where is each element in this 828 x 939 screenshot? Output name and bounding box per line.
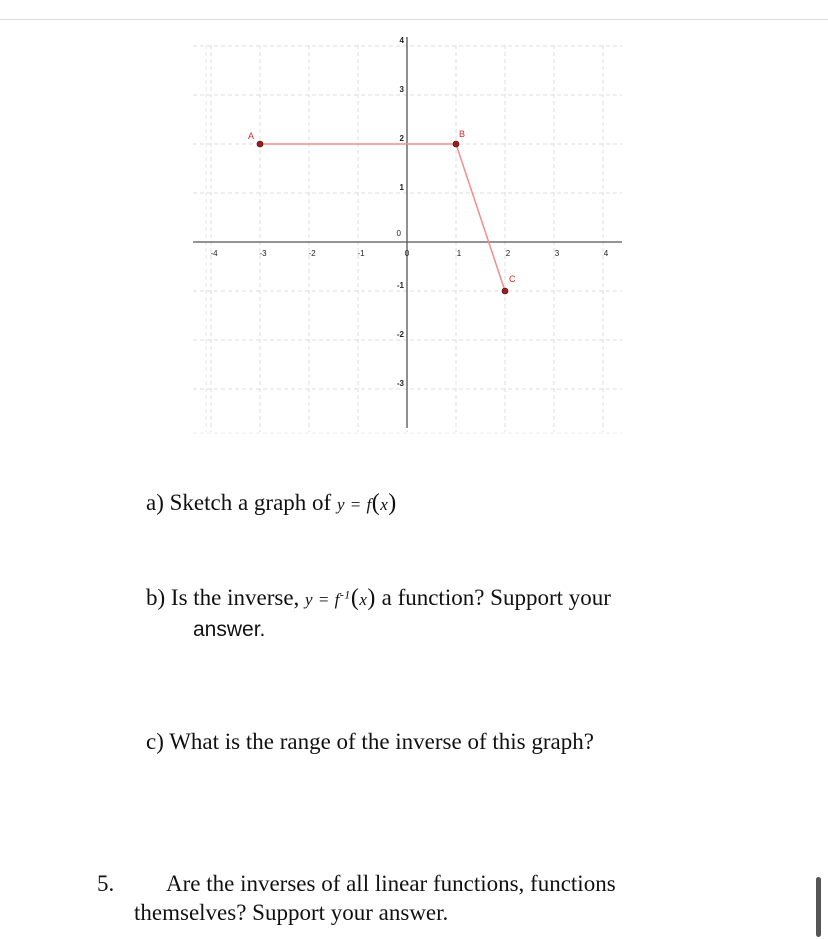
math-f: f	[334, 590, 340, 609]
question-5-line1: Are the inverses of all linear functions, functions	[166, 871, 616, 896]
y-tick-label: 2	[399, 134, 404, 143]
x-tick-label: -2	[308, 249, 316, 258]
math-y: y	[336, 495, 345, 514]
y-tick-label: 0	[396, 229, 401, 238]
math-paren-open: (	[371, 490, 381, 516]
question-b-math	[305, 585, 376, 611]
y-tick-label: 3	[399, 85, 404, 94]
question-a-text: a) Sketch a graph of	[146, 490, 337, 515]
x-tick-label: 0	[404, 249, 410, 258]
point-C	[502, 288, 508, 294]
question-b-text: b) Is the inverse,	[146, 585, 306, 610]
y-tick-label: 4	[399, 36, 404, 45]
math-paren-open: (	[350, 585, 360, 611]
question-b	[146, 585, 611, 612]
y-tick-label: -3	[396, 379, 404, 388]
x-tick-label: 1	[456, 249, 462, 258]
graph-series	[248, 129, 516, 294]
x-tick-label: -4	[210, 249, 218, 258]
x-tick-label: 2	[505, 249, 511, 258]
math-paren-close: )	[367, 585, 376, 611]
math-equals: =	[345, 495, 367, 514]
x-tick-label: 4	[603, 249, 609, 258]
segment-BC	[456, 144, 505, 291]
math-inverse-exponent: -1	[339, 587, 351, 602]
tick-labels	[210, 36, 608, 388]
math-y: y	[305, 590, 314, 609]
point-B	[453, 141, 459, 147]
axes	[193, 37, 622, 428]
coordinate-graph	[0, 0, 828, 440]
x-tick-label: -1	[357, 249, 365, 258]
point-A	[257, 141, 263, 147]
question-b-suffix: a function? Support your	[375, 585, 611, 610]
x-tick-label: 3	[554, 249, 560, 258]
question-5-line2: themselves? Support your answer.	[134, 900, 449, 925]
y-tick-label: -2	[396, 330, 404, 339]
math-x: x	[359, 590, 368, 609]
question-a-math	[336, 490, 397, 516]
scrollbar-thumb[interactable]	[816, 877, 821, 937]
y-tick-label: -1	[396, 281, 404, 290]
question-b-line2: answer.	[193, 618, 266, 641]
question-5-number: 5.	[97, 871, 115, 896]
point-label-B: B	[459, 129, 466, 139]
math-paren-close: )	[388, 490, 397, 516]
math-equals: =	[313, 590, 335, 609]
x-tick-label: -3	[259, 249, 267, 258]
math-x: x	[380, 495, 389, 514]
math-f: f	[366, 495, 372, 514]
question-c: c) What is the range of the inverse of this graph?	[146, 729, 594, 754]
point-label-C: C	[509, 274, 516, 284]
question-a	[146, 490, 397, 517]
y-tick-label: 1	[399, 183, 404, 192]
point-label-A: A	[248, 131, 255, 141]
